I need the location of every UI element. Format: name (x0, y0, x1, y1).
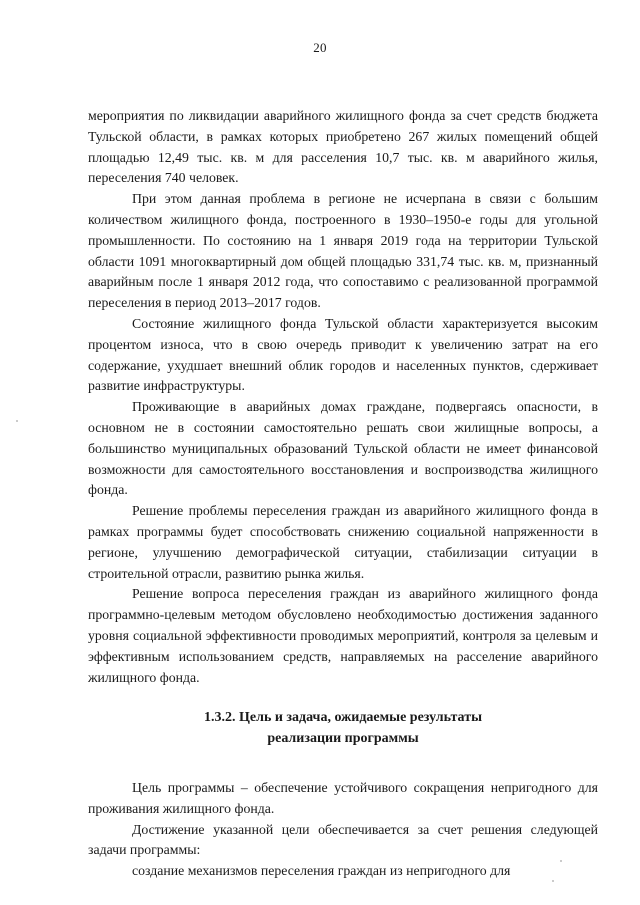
page-content (88, 106, 598, 882)
paragraph-solution: Решение проблемы переселения граждан из аварийного жилищного фонда в рамках программы будет способствовать снижению социальной напряженности в регионе, улучшению демографической ситуации, стабилизации ситуации в строительной отрасли, развитию рынка жилья. (88, 503, 598, 581)
paragraph-method: Решение вопроса переселения граждан из аварийного жилищного фонда программно-целевым методом обусловлено необходимостью достижения заданного уровня социальной эффективности проводимых мероприятий, контроля за целевым и эффективным использованием средств, направляемых на расселение аварийного жилищного фонда. (88, 586, 598, 685)
section-heading-line-1: 1.3.2. Цель и задача, ожидаемые результаты (203, 710, 483, 726)
section-heading (88, 708, 598, 750)
page-number: 20 (313, 40, 327, 55)
scan-speck (552, 880, 554, 882)
paragraph-goal: Цель программы – обеспечение устойчивого сокращения непригодного для проживания жилищного фонда. (88, 779, 598, 816)
scan-speck (560, 860, 562, 862)
paragraph-problem: При этом данная проблема в регионе не исчерпана в связи с большим количеством жилищного фонда, построенного в 1930–1950-е годы для угольной промышленности. По состоянию на 1 января 2019 года на территории Тульской области 1091 многоквартирный дом общей площадью 331,74 тыс. кв. м, признанный аварийным после 1 января 2012 года, что сопоставимо с реализованной программой переселения в период 2013–2017 годов. (88, 191, 598, 311)
scan-speck (16, 420, 18, 422)
paragraph-mechanisms: создание механизмов переселения граждан из непригодного для (132, 863, 511, 879)
paragraph-residents: Проживающие в аварийных домах граждане, подвергаясь опасности, в основном не в состоянии самостоятельно решать свои жилищные вопросы, а большинство муниципальных образований Тульской области не имеет финансовой возможности для самостоятельного восстановления и воспроизводства жилищного фонда. (88, 399, 598, 498)
section-heading-line-2: реализации программы (267, 731, 419, 747)
paragraph-housing-condition: Состояние жилищного фонда Тульской области характеризуется высоким процентом износа, что в свою очередь приводит к увеличению затрат на его содержание, ухудшает внешний облик городов и населенных пунктов, сдерживает развитие инфраструктуры. (88, 315, 598, 394)
paragraph-continuation: мероприятия по ликвидации аварийного жилищного фонда за счет средств бюджета Тульской области, в рамках которых приобретено 267 жилых помещений общей площадью 12,49 тыс. кв. м для расселения 10,7 тыс. кв. м аварийного жилья, переселения 740 человек. (88, 108, 598, 186)
paragraph-achievement: Достижение указанной цели обеспечивается за счет решения следующей задачи программы: (88, 821, 598, 858)
